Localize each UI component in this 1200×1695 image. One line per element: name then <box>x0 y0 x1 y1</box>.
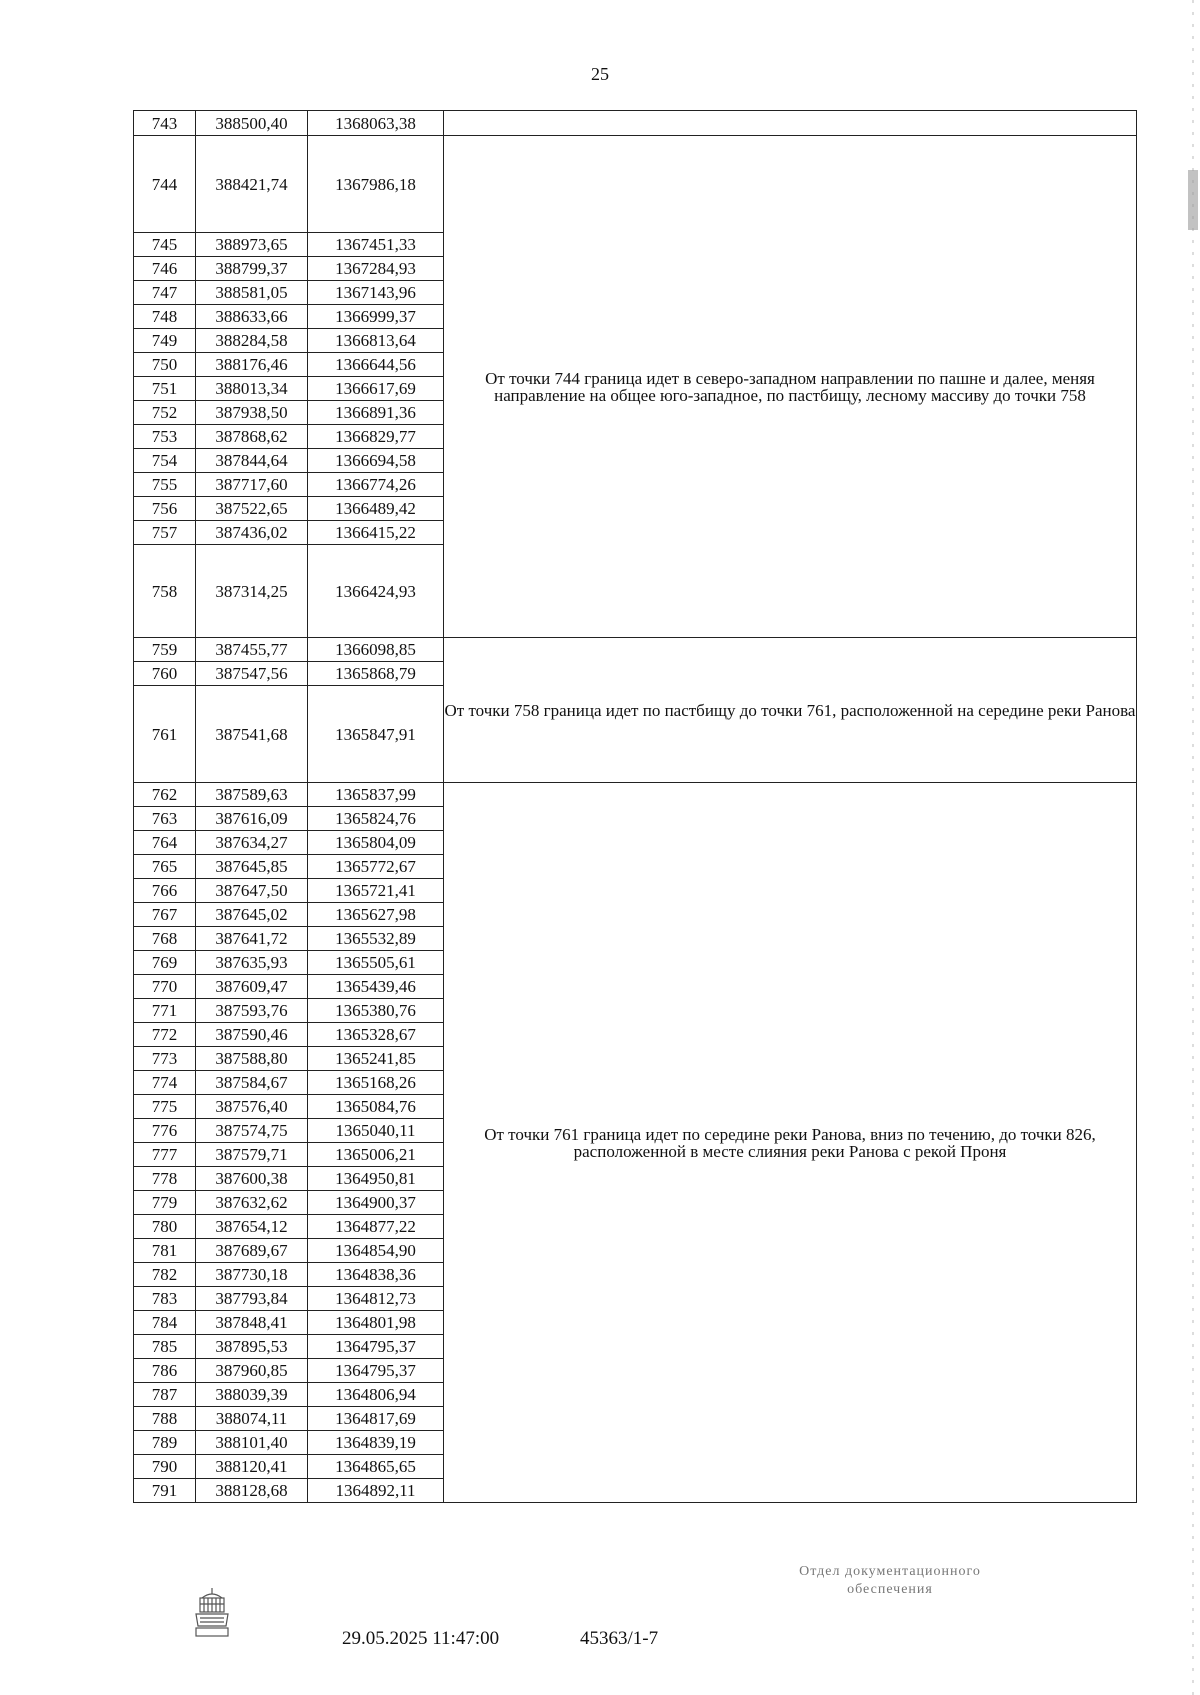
point-number-cell: 764 <box>134 831 196 855</box>
x-coordinate-cell: 387634,27 <box>196 831 308 855</box>
point-number-cell: 777 <box>134 1143 196 1167</box>
point-number-cell: 763 <box>134 807 196 831</box>
stamp-line-2: обеспечения <box>847 1581 933 1597</box>
point-number-cell: 754 <box>134 449 196 473</box>
x-coordinate-cell: 387868,62 <box>196 425 308 449</box>
y-coordinate-cell: 1368063,38 <box>308 111 444 136</box>
y-coordinate-cell: 1366999,37 <box>308 305 444 329</box>
x-coordinate-cell: 387579,71 <box>196 1143 308 1167</box>
x-coordinate-cell: 388500,40 <box>196 111 308 136</box>
stamp-line-1: Отдел документационного <box>799 1564 981 1579</box>
x-coordinate-cell: 387645,85 <box>196 855 308 879</box>
point-number-cell: 769 <box>134 951 196 975</box>
x-coordinate-cell: 387689,67 <box>196 1239 308 1263</box>
y-coordinate-cell: 1364865,65 <box>308 1455 444 1479</box>
y-coordinate-cell: 1364854,90 <box>308 1239 444 1263</box>
x-coordinate-cell: 387641,72 <box>196 927 308 951</box>
x-coordinate-cell: 387584,67 <box>196 1071 308 1095</box>
y-coordinate-cell: 1366617,69 <box>308 377 444 401</box>
point-number-cell: 781 <box>134 1239 196 1263</box>
x-coordinate-cell: 388799,37 <box>196 257 308 281</box>
point-number-cell: 785 <box>134 1335 196 1359</box>
y-coordinate-cell: 1366424,93 <box>308 545 444 638</box>
y-coordinate-cell: 1365084,76 <box>308 1095 444 1119</box>
x-coordinate-cell: 387576,40 <box>196 1095 308 1119</box>
y-coordinate-cell: 1364900,37 <box>308 1191 444 1215</box>
boundary-description-cell: От точки 761 граница идет по середине реки Ранова, вниз по течению, до точки 826, расположенной в месте слияния реки Ранова с рекой Проня <box>444 783 1137 1503</box>
y-coordinate-cell: 1366774,26 <box>308 473 444 497</box>
x-coordinate-cell: 388013,34 <box>196 377 308 401</box>
point-number-cell: 762 <box>134 783 196 807</box>
y-coordinate-cell: 1365532,89 <box>308 927 444 951</box>
x-coordinate-cell: 387654,12 <box>196 1215 308 1239</box>
y-coordinate-cell: 1365505,61 <box>308 951 444 975</box>
x-coordinate-cell: 387632,62 <box>196 1191 308 1215</box>
footer-datetime: 29.05.2025 11:47:00 <box>342 1628 500 1649</box>
point-number-cell: 784 <box>134 1311 196 1335</box>
y-coordinate-cell: 1366829,77 <box>308 425 444 449</box>
x-coordinate-cell: 387574,75 <box>196 1119 308 1143</box>
y-coordinate-cell: 1366489,42 <box>308 497 444 521</box>
point-number-cell: 748 <box>134 305 196 329</box>
x-coordinate-cell: 387645,02 <box>196 903 308 927</box>
y-coordinate-cell: 1366098,85 <box>308 638 444 662</box>
scan-edge-marks <box>1186 0 1200 1695</box>
x-coordinate-cell: 387593,76 <box>196 999 308 1023</box>
y-coordinate-cell: 1365837,99 <box>308 783 444 807</box>
point-number-cell: 751 <box>134 377 196 401</box>
y-coordinate-cell: 1364838,36 <box>308 1263 444 1287</box>
y-coordinate-cell: 1367451,33 <box>308 233 444 257</box>
y-coordinate-cell: 1365772,67 <box>308 855 444 879</box>
y-coordinate-cell: 1366415,22 <box>308 521 444 545</box>
x-coordinate-cell: 387541,68 <box>196 686 308 783</box>
x-coordinate-cell: 388101,40 <box>196 1431 308 1455</box>
point-number-cell: 788 <box>134 1407 196 1431</box>
x-coordinate-cell: 387522,65 <box>196 497 308 521</box>
point-number-cell: 766 <box>134 879 196 903</box>
page-number: 25 <box>591 64 609 84</box>
point-number-cell: 772 <box>134 1023 196 1047</box>
x-coordinate-cell: 387588,80 <box>196 1047 308 1071</box>
y-coordinate-cell: 1364795,37 <box>308 1359 444 1383</box>
point-number-cell: 759 <box>134 638 196 662</box>
x-coordinate-cell: 387547,56 <box>196 662 308 686</box>
boundary-description-cell <box>444 111 1137 136</box>
x-coordinate-cell: 387436,02 <box>196 521 308 545</box>
point-number-cell: 771 <box>134 999 196 1023</box>
y-coordinate-cell: 1364817,69 <box>308 1407 444 1431</box>
y-coordinate-cell: 1364950,81 <box>308 1167 444 1191</box>
y-coordinate-cell: 1365721,41 <box>308 879 444 903</box>
x-coordinate-cell: 387938,50 <box>196 401 308 425</box>
point-number-cell: 782 <box>134 1263 196 1287</box>
x-coordinate-cell: 387600,38 <box>196 1167 308 1191</box>
y-coordinate-cell: 1367986,18 <box>308 136 444 233</box>
point-number-cell: 744 <box>134 136 196 233</box>
y-coordinate-cell: 1365627,98 <box>308 903 444 927</box>
table-row <box>134 111 1137 136</box>
table-row <box>134 783 1137 807</box>
table-row <box>134 638 1137 662</box>
x-coordinate-cell: 388074,11 <box>196 1407 308 1431</box>
point-number-cell: 786 <box>134 1359 196 1383</box>
point-number-cell: 791 <box>134 1479 196 1503</box>
coordinates-table <box>133 110 1137 1503</box>
y-coordinate-cell: 1366813,64 <box>308 329 444 353</box>
point-number-cell: 779 <box>134 1191 196 1215</box>
y-coordinate-cell: 1365868,79 <box>308 662 444 686</box>
y-coordinate-cell: 1365439,46 <box>308 975 444 999</box>
point-number-cell: 745 <box>134 233 196 257</box>
emblem-icon <box>190 1584 234 1642</box>
point-number-cell: 770 <box>134 975 196 999</box>
x-coordinate-cell: 387717,60 <box>196 473 308 497</box>
point-number-cell: 743 <box>134 111 196 136</box>
x-coordinate-cell: 388120,41 <box>196 1455 308 1479</box>
x-coordinate-cell: 388581,05 <box>196 281 308 305</box>
x-coordinate-cell: 387609,47 <box>196 975 308 999</box>
point-number-cell: 776 <box>134 1119 196 1143</box>
point-number-cell: 756 <box>134 497 196 521</box>
point-number-cell: 773 <box>134 1047 196 1071</box>
point-number-cell: 752 <box>134 401 196 425</box>
point-number-cell: 783 <box>134 1287 196 1311</box>
x-coordinate-cell: 388973,65 <box>196 233 308 257</box>
y-coordinate-cell: 1364839,19 <box>308 1431 444 1455</box>
point-number-cell: 761 <box>134 686 196 783</box>
point-number-cell: 790 <box>134 1455 196 1479</box>
y-coordinate-cell: 1366694,58 <box>308 449 444 473</box>
x-coordinate-cell: 387647,50 <box>196 879 308 903</box>
x-coordinate-cell: 387844,64 <box>196 449 308 473</box>
point-number-cell: 787 <box>134 1383 196 1407</box>
x-coordinate-cell: 388039,39 <box>196 1383 308 1407</box>
y-coordinate-cell: 1365804,09 <box>308 831 444 855</box>
y-coordinate-cell: 1365006,21 <box>308 1143 444 1167</box>
x-coordinate-cell: 388128,68 <box>196 1479 308 1503</box>
x-coordinate-cell: 387455,77 <box>196 638 308 662</box>
point-number-cell: 767 <box>134 903 196 927</box>
y-coordinate-cell: 1365241,85 <box>308 1047 444 1071</box>
point-number-cell: 789 <box>134 1431 196 1455</box>
point-number-cell: 768 <box>134 927 196 951</box>
x-coordinate-cell: 387960,85 <box>196 1359 308 1383</box>
x-coordinate-cell: 387793,84 <box>196 1287 308 1311</box>
y-coordinate-cell: 1365168,26 <box>308 1071 444 1095</box>
y-coordinate-cell: 1365847,91 <box>308 686 444 783</box>
point-number-cell: 780 <box>134 1215 196 1239</box>
point-number-cell: 749 <box>134 329 196 353</box>
point-number-cell: 750 <box>134 353 196 377</box>
y-coordinate-cell: 1366644,56 <box>308 353 444 377</box>
y-coordinate-cell: 1364892,11 <box>308 1479 444 1503</box>
department-stamp <box>740 1563 1040 1598</box>
x-coordinate-cell: 388176,46 <box>196 353 308 377</box>
y-coordinate-cell: 1366891,36 <box>308 401 444 425</box>
y-coordinate-cell: 1364801,98 <box>308 1311 444 1335</box>
y-coordinate-cell: 1367284,93 <box>308 257 444 281</box>
point-number-cell: 778 <box>134 1167 196 1191</box>
y-coordinate-cell: 1365824,76 <box>308 807 444 831</box>
y-coordinate-cell: 1364806,94 <box>308 1383 444 1407</box>
point-number-cell: 755 <box>134 473 196 497</box>
boundary-description-cell: От точки 758 граница идет по пастбищу до точки 761, расположенной на середине реки Ранова <box>444 638 1137 783</box>
point-number-cell: 753 <box>134 425 196 449</box>
coordinates-table-body <box>134 111 1137 1503</box>
x-coordinate-cell: 387314,25 <box>196 545 308 638</box>
boundary-description-cell: От точки 744 граница идет в северо-западном направлении по пашне и далее, меняя направление на общее юго-западное, по пастбищу, лесному массиву до точки 758 <box>444 136 1137 638</box>
table-row <box>134 136 1137 233</box>
y-coordinate-cell: 1364795,37 <box>308 1335 444 1359</box>
point-number-cell: 775 <box>134 1095 196 1119</box>
point-number-cell: 760 <box>134 662 196 686</box>
x-coordinate-cell: 388421,74 <box>196 136 308 233</box>
y-coordinate-cell: 1365040,11 <box>308 1119 444 1143</box>
y-coordinate-cell: 1367143,96 <box>308 281 444 305</box>
point-number-cell: 774 <box>134 1071 196 1095</box>
x-coordinate-cell: 388633,66 <box>196 305 308 329</box>
x-coordinate-cell: 387590,46 <box>196 1023 308 1047</box>
point-number-cell: 758 <box>134 545 196 638</box>
x-coordinate-cell: 387848,41 <box>196 1311 308 1335</box>
point-number-cell: 746 <box>134 257 196 281</box>
y-coordinate-cell: 1364812,73 <box>308 1287 444 1311</box>
x-coordinate-cell: 387635,93 <box>196 951 308 975</box>
x-coordinate-cell: 387616,09 <box>196 807 308 831</box>
x-coordinate-cell: 387589,63 <box>196 783 308 807</box>
x-coordinate-cell: 387895,53 <box>196 1335 308 1359</box>
y-coordinate-cell: 1365380,76 <box>308 999 444 1023</box>
y-coordinate-cell: 1365328,67 <box>308 1023 444 1047</box>
y-coordinate-cell: 1364877,22 <box>308 1215 444 1239</box>
point-number-cell: 747 <box>134 281 196 305</box>
point-number-cell: 757 <box>134 521 196 545</box>
x-coordinate-cell: 387730,18 <box>196 1263 308 1287</box>
x-coordinate-cell: 388284,58 <box>196 329 308 353</box>
point-number-cell: 765 <box>134 855 196 879</box>
footer-document-code: 45363/1-7 <box>580 1628 659 1649</box>
